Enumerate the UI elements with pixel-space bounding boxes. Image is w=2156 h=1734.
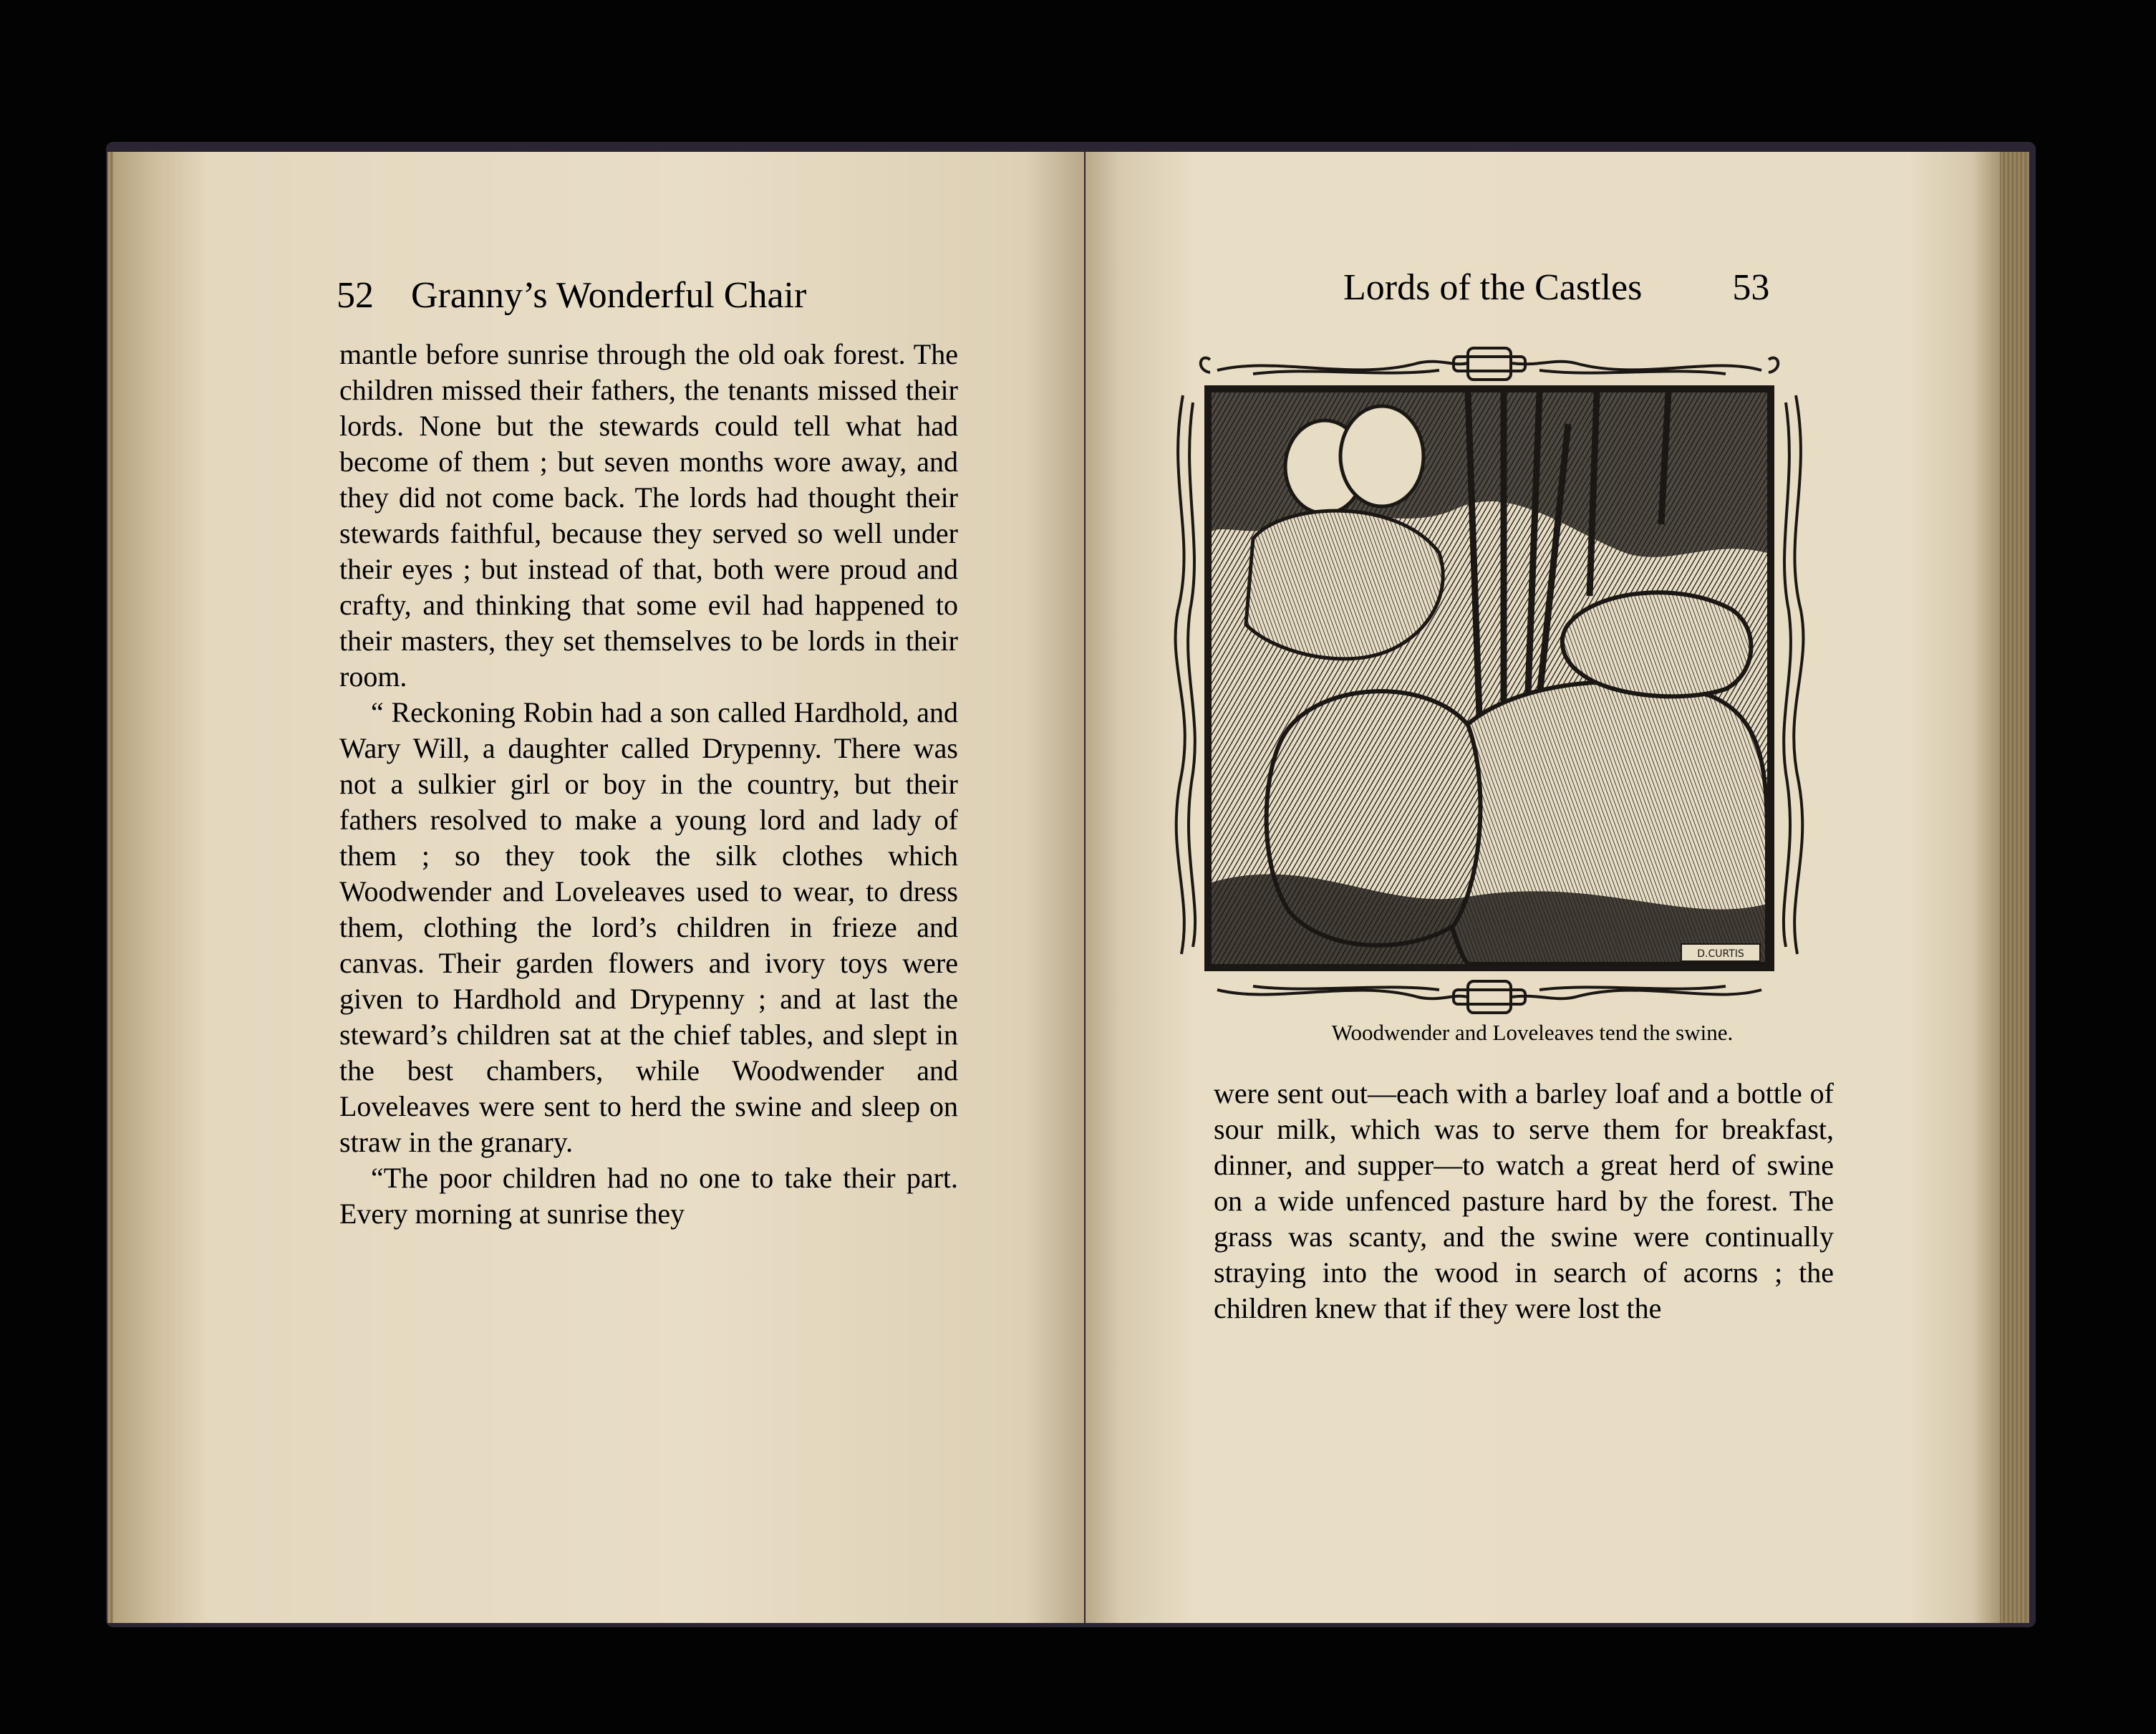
left-paragraph: mantle before sunrise through the old oak forest. The children missed their fathers, the tenants missed their lords. None but the stewards could tell what had become of them ; but seven months wore away, and they did not come back. The lords had thought their stewards faithful, because they served so well under their eyes ; but instead of that, both were proud and crafty, and thinking that some evil had happened to their masters, they set themselves to be lords in their room. xyxy=(339,338,958,693)
swine-illustration xyxy=(1167,338,1812,1026)
left-paragraph: “The poor children had no one to take their part. Every morning at sunrise they xyxy=(339,1162,958,1230)
right-running-title: Lords of the Castles xyxy=(1343,267,1643,308)
right-paragraph: were sent out—each with a barley loaf and a bottle of sour milk, which was to serve them for breakfast, dinner, and supper—to watch a great herd of swine on a wide unfenced pasture hard by the forest. The grass was scanty, and the swine were continually straying into the wood in search of acorns ; the children knew that if they were lost the xyxy=(1214,1077,1834,1324)
right-page-number: 53 xyxy=(1732,267,1770,308)
page-edges-right xyxy=(1998,152,2029,1623)
right-page-body xyxy=(1214,1076,1834,1326)
left-running-title: Granny’s Wonderful Chair xyxy=(411,275,807,316)
illustration-signature: D.CURTIS xyxy=(1697,948,1744,960)
illustration-caption: Woodwender and Loveleaves tend the swine. xyxy=(1331,1020,1734,1045)
left-page-header xyxy=(337,274,806,317)
left-page-number: 52 xyxy=(337,275,374,316)
left-page-body xyxy=(339,337,958,1232)
left-paragraph: “ Reckoning Robin had a son called Hardhold, and Wary Will, a daughter called Drypenny. There was not a sulkier girl or boy in the country, but their fathers resolved to make a young lord and lady of them ; so they took the silk clothes which Woodwender and Loveleaves used to wear, to dress them, clothing the lord’s children in frieze and canvas. Their garden flowers and ivory toys were given to Hardhold and Drypenny ; and at last the steward’s children sat at the chief tables, and slept in the best chambers, while Woodwender and Loveleaves were sent to herd the swine and sleep on straw in the granary. xyxy=(339,696,958,1158)
right-page-header xyxy=(1343,266,1769,309)
